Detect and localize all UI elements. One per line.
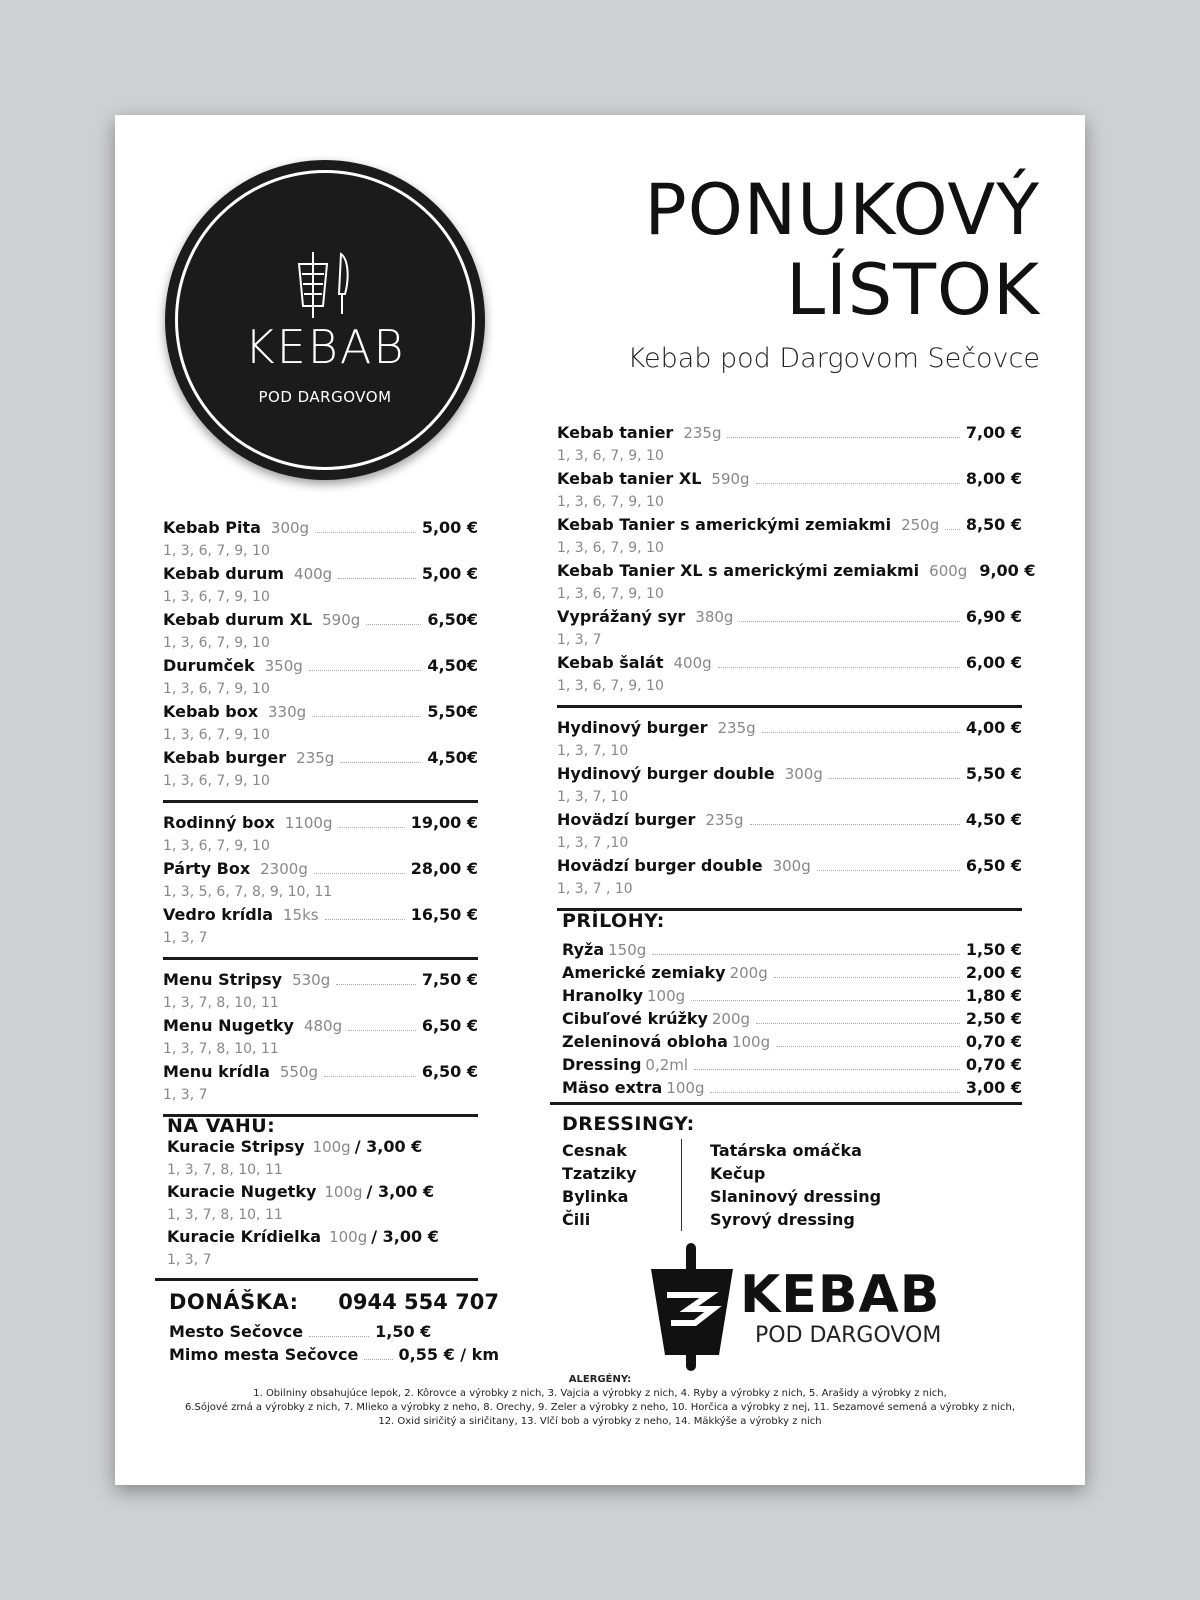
dressing-item: Kečup [710,1164,766,1183]
leader-dots [774,964,960,978]
donaska-list [169,1322,499,1368]
item-name: Kebab tanier XL [557,469,702,488]
menu-item [163,610,478,656]
item-name: Kebab šalát [557,653,664,672]
dressing-item: Cesnak [562,1141,627,1160]
item-price: 16,50 € [410,905,478,924]
leader-dots [829,765,960,779]
menu-item-line [163,859,478,881]
menu-item-line [163,905,478,927]
leader-dots [364,1346,392,1360]
item-price: 4,00 € [965,718,1022,737]
menu-item [167,1137,467,1182]
item-name: Vedro krídla [163,905,274,924]
side-name: Americké zemiaky [562,963,726,982]
dressing-list-right [682,1139,881,1231]
menu-item [163,748,478,794]
allergens-title: ALERGÉNY: [568,1374,632,1385]
item-name: Kebab durum [163,564,285,583]
menu-item [163,656,478,702]
side-item [562,1032,1022,1055]
leader-dots [756,1010,960,1024]
item-allergens: 1, 3, 7, 10 [557,743,629,759]
menu-item [557,469,1022,515]
leader-dots [817,857,960,871]
menu-item [163,905,478,951]
item-price: 6,90 € [965,607,1022,626]
menu-item-line [163,610,478,632]
item-name: Kuracie Krídielka [167,1227,322,1246]
menu-item [163,702,478,748]
leader-dots [727,424,959,438]
item-weight: 300g [784,765,823,783]
prilohy-section [562,910,1022,1101]
leader-dots [652,941,960,955]
item-price: 7,00 € [965,423,1022,442]
item-price: 6,50 € [421,1016,478,1035]
leader-dots [309,657,422,671]
item-weight: 380g [695,608,734,626]
menu-item [163,970,478,1016]
item-name: Kebab Tanier XL s americkými zemiakmi [557,561,920,580]
leader-dots [756,470,960,484]
item-allergens: 1, 3, 6, 7, 9, 10 [163,681,270,697]
divider [550,1102,1022,1105]
donaska-section [169,1290,499,1368]
side-weight: 100g [731,1033,771,1051]
dressingy-title: DRESSINGY: [562,1113,695,1135]
left-menu-column [163,518,478,1127]
item-weight: 550g [279,1063,319,1081]
side-name: Mäso extra [562,1078,663,1097]
item-allergens: 1, 3, 5, 6, 7, 8, 9, 10, 11 [163,884,333,900]
item-name: Menu Nugetky [163,1016,294,1035]
menu-item-line [163,702,478,724]
menu-item-line [557,810,1022,832]
item-price: 5,50 € [965,764,1022,783]
item-price: 6,50€ [427,610,478,629]
menu-item-line [557,469,1022,491]
page-subtitle: Kebab pod Dargovom Sečovce [627,343,1040,374]
menu-item [163,813,478,859]
item-allergens: 1, 3, 6, 7, 9, 10 [163,727,270,743]
menu-item [557,653,1022,699]
item-price: 8,00 € [965,469,1022,488]
side-weight: 0,2ml [645,1056,689,1074]
leader-dots [762,719,960,733]
menu-item [163,1062,478,1108]
item-name: Durumček [163,656,255,675]
side-price: 1,80 € [965,986,1022,1005]
item-allergens: 1, 3, 7 ,10 [557,835,629,851]
menu-item-line [163,1016,478,1038]
leader-dots [336,971,416,985]
menu-item-line [163,518,478,540]
item-allergens: 1, 3, 7, 8, 10, 11 [167,1207,283,1223]
side-name: Cibuľové krúžky [562,1009,708,1028]
bottom-logo-subtitle: POD DARGOVOM [755,1323,942,1348]
na-vahu-title: NA VÁHU: [167,1115,276,1137]
item-allergens: 1, 3, 6, 7, 9, 10 [163,589,270,605]
item-name: Kebab durum XL [163,610,313,629]
menu-item [557,764,1022,810]
item-weight: 15ks [283,906,319,924]
item-allergens: 1, 3, 7, 8, 10, 11 [163,995,279,1011]
item-allergens: 1, 3, 7 [163,930,208,946]
delivery-name: Mimo mesta Sečovce [169,1345,359,1364]
leader-dots [339,814,405,828]
leader-dots [314,860,405,874]
item-weight: 235g [705,811,744,829]
menu-item-line [557,856,1022,878]
logo-badge [165,160,485,480]
title-line-2: LÍSTOK [786,249,1040,331]
item-name: Kuracie Stripsy [167,1137,305,1156]
menu-sheet [115,115,1085,1485]
side-price: 1,50 € [965,940,1022,959]
leader-dots [750,811,960,825]
leader-dots [691,987,960,1001]
menu-item [557,423,1022,469]
menu-item [167,1227,467,1272]
item-allergens: 1, 3, 7 [167,1252,212,1268]
donaska-title: DONÁŠKA: [169,1290,299,1314]
item-weight: 300g [772,857,811,875]
leader-dots [739,608,959,622]
menu-item-line [163,748,478,770]
menu-item-line [557,718,1022,740]
menu-item-line [163,813,478,835]
leader-dots [718,654,960,668]
side-item [562,1055,1022,1078]
menu-item-line [167,1182,467,1204]
item-name: Kebab tanier [557,423,674,442]
item-price: 4,50€ [427,748,478,767]
item-name: Kebab Pita [163,518,261,537]
menu-item-line [163,970,478,992]
allergens-line: 12. Oxid siričitý a siričitany, 13. Vlčí bob a výrobky z neho, 14. Mäkkýše a výrobky z nich [378,1416,822,1427]
dressingy-section [562,1113,1022,1231]
menu-item-line [163,656,478,678]
delivery-line [169,1345,499,1368]
delivery-name: Mesto Sečovce [169,1322,304,1341]
item-price: 8,50 € [965,515,1022,534]
na-vahu-list [167,1137,467,1272]
item-weight: 300g [270,519,310,537]
delivery-price: 1,50 € [375,1322,432,1341]
item-allergens: 1, 3, 6, 7, 9, 10 [163,838,270,854]
item-price: 7,50 € [421,970,478,989]
menu-item-line [557,764,1022,786]
item-allergens: 1, 3, 6, 7, 9, 10 [163,773,270,789]
item-price: 28,00 € [410,859,478,878]
delivery-line [169,1322,499,1345]
item-weight: 235g [683,424,722,442]
item-price: 5,00 € [421,518,478,537]
item-name: Kebab burger [163,748,287,767]
side-price: 0,70 € [965,1032,1022,1051]
na-vahu-section [167,1115,467,1272]
item-allergens: 1, 3, 7, 10 [557,789,629,805]
logo-subtitle: POD DARGOVOM [258,388,392,406]
delivery-price: 0,55 € / km [398,1345,499,1364]
item-name: Menu krídla [163,1062,270,1081]
item-allergens: 1, 3, 6, 7, 9, 10 [163,635,270,651]
side-weight: 200g [729,964,768,982]
item-price: 6,00 € [965,653,1022,672]
item-name: Kebab Tanier s americkými zemiakmi [557,515,892,534]
side-price: 0,70 € [965,1055,1022,1074]
title-line-1: PONUKOVÝ [644,169,1040,251]
item-name: Menu Stripsy [163,970,283,989]
menu-item-line [557,515,1022,537]
item-weight: 600g [929,562,968,580]
item-weight: 250g [901,516,940,534]
leader-dots [312,703,421,717]
side-item [562,1009,1022,1032]
side-weight: 200g [711,1010,751,1028]
prilohy-title: PRÍLOHY: [562,910,665,932]
delivery-item [169,1322,499,1345]
side-price: 3,00 € [965,1078,1022,1097]
item-allergens: 1, 3, 7, 8, 10, 11 [167,1162,283,1178]
menu-item [163,564,478,610]
item-price: 4,50 € [965,810,1022,829]
item-allergens: 1, 3, 7 [557,632,602,648]
item-price: 9,00 € [979,561,1036,580]
allergens-line: 1. Obilniny obsahujúce lepok, 2. Kôrovce a výrobky z nich, 3. Vajcia a výrobky z nich, 4. Ryby a výrobky z nich, 5. Arašidy a výrobky z nich, [253,1388,947,1399]
item-price: 6,50 € [421,1062,478,1081]
item-weight: 480g [303,1017,343,1035]
leader-dots [315,519,416,533]
dressing-item: Čili [562,1210,591,1229]
side-item [562,940,1022,963]
leader-dots [366,611,421,625]
side-price: 2,00 € [965,963,1022,982]
item-price: 5,50€ [427,702,478,721]
leader-dots [348,1017,416,1031]
divider [155,1278,478,1281]
divider [557,705,1022,708]
menu-item [557,561,1036,607]
menu-item [163,518,478,564]
menu-item-line [167,1137,467,1159]
item-weight: 530g [292,971,331,989]
divider [163,957,478,960]
side-item [562,963,1022,986]
item-weight: 400g [294,565,333,583]
side-price: 2,50 € [965,1009,1022,1028]
item-weight: 350g [264,657,303,675]
item-weight: 100g [324,1183,363,1201]
item-price: 19,00 € [410,813,478,832]
item-price: / 3,00 € [371,1227,439,1246]
phone-number[interactable]: 0944 554 707 [338,1290,499,1314]
leader-dots [324,1063,416,1077]
kebab-spit-icon [293,250,357,320]
side-item [562,986,1022,1009]
item-allergens: 1, 3, 7, 8, 10, 11 [163,1041,279,1057]
menu-item-line [163,564,478,586]
item-weight: 100g [312,1138,351,1156]
dressing-list-left [562,1139,682,1231]
prilohy-list [562,940,1022,1101]
dressing-item: Syrový dressing [710,1210,855,1229]
item-allergens: 1, 3, 6, 7, 9, 10 [557,494,664,510]
item-weight: 235g [717,719,756,737]
item-allergens: 1, 3, 6, 7, 9, 10 [557,448,664,464]
item-weight: 590g [322,611,361,629]
item-price: 6,50 € [965,856,1022,875]
dressing-item: Slaninový dressing [710,1187,882,1206]
dressing-item: Tatárska omáčka [710,1141,862,1160]
leader-dots [776,1033,960,1047]
menu-item [557,856,1022,902]
leader-dots [325,906,405,920]
item-name: Párty Box [163,859,251,878]
item-name: Rodinný box [163,813,275,832]
leader-dots [694,1056,960,1070]
bottom-logo-title: KEBAB [740,1265,941,1325]
menu-item [557,718,1022,764]
item-price: 5,00 € [421,564,478,583]
menu-item-line [557,653,1022,675]
menu-item [167,1182,467,1227]
item-allergens: 1, 3, 6, 7, 9, 10 [557,586,664,602]
menu-item-line [557,561,1036,583]
leader-dots [309,1323,369,1337]
item-name: Hydinový burger [557,718,708,737]
item-name: Vyprážaný syr [557,607,686,626]
item-name: Hovädzí burger [557,810,696,829]
leader-dots [340,749,421,763]
menu-item-line [557,423,1022,445]
item-weight: 400g [673,654,712,672]
item-allergens: 1, 3, 6, 7, 9, 10 [163,543,270,559]
side-name: Zeleninová obloha [562,1032,728,1051]
item-name: Kebab box [163,702,259,721]
item-weight: 590g [711,470,750,488]
item-price: / 3,00 € [354,1137,423,1156]
logo-title: KEBAB [244,320,406,374]
item-allergens: 1, 3, 7 [163,1087,208,1103]
right-menu-column [557,423,1036,921]
item-weight: 1100g [284,814,333,832]
item-allergens: 1, 3, 7 , 10 [557,881,633,897]
side-name: Hranolky [562,986,644,1005]
item-weight: 235g [296,749,335,767]
side-name: Ryža [562,940,605,959]
side-item [562,1078,1022,1101]
divider [163,800,478,803]
menu-item-line [557,607,1022,629]
side-name: Dressing [562,1055,642,1074]
item-allergens: 1, 3, 6, 7, 9, 10 [557,540,664,556]
delivery-item [169,1345,499,1368]
item-weight: 100g [329,1228,368,1246]
leader-dots [338,565,416,579]
menu-item [557,515,1022,561]
allergens-line: 6.Sójové zrná a výrobky z nich, 7. Mlieko a výrobky z neho, 8. Orechy, 9. Zeler a výrobky z neho, 10. Horčica a výrobky z nej, 11. Sezamové semená a výrobky z nich, [184,1402,1016,1413]
leader-dots [945,516,960,530]
item-name: Hydinový burger double [557,764,775,783]
item-name: Kuracie Nugetky [167,1182,317,1201]
dressing-item: Bylinka [562,1187,629,1206]
side-weight: 100g [647,987,686,1005]
menu-item-line [163,1062,478,1084]
item-allergens: 1, 3, 6, 7, 9, 10 [557,678,664,694]
item-weight: 330g [268,703,307,721]
side-weight: 150g [608,941,647,959]
kebab-spit-logo-icon [647,1243,737,1371]
menu-item [557,607,1022,653]
menu-item [163,859,478,905]
item-weight: 2300g [260,860,308,878]
menu-item [557,810,1022,856]
allergens-note [155,1373,1045,1429]
menu-item [163,1016,478,1062]
dressing-grid [562,1139,1022,1231]
leader-dots [710,1079,959,1093]
item-price: / 3,00 € [366,1182,435,1201]
dressing-item: Tzatziky [562,1164,637,1183]
side-weight: 100g [666,1079,705,1097]
menu-item-line [167,1227,467,1249]
page-title [645,170,1041,330]
item-name: Hovädzí burger double [557,856,763,875]
item-price: 4,50€ [427,656,478,675]
